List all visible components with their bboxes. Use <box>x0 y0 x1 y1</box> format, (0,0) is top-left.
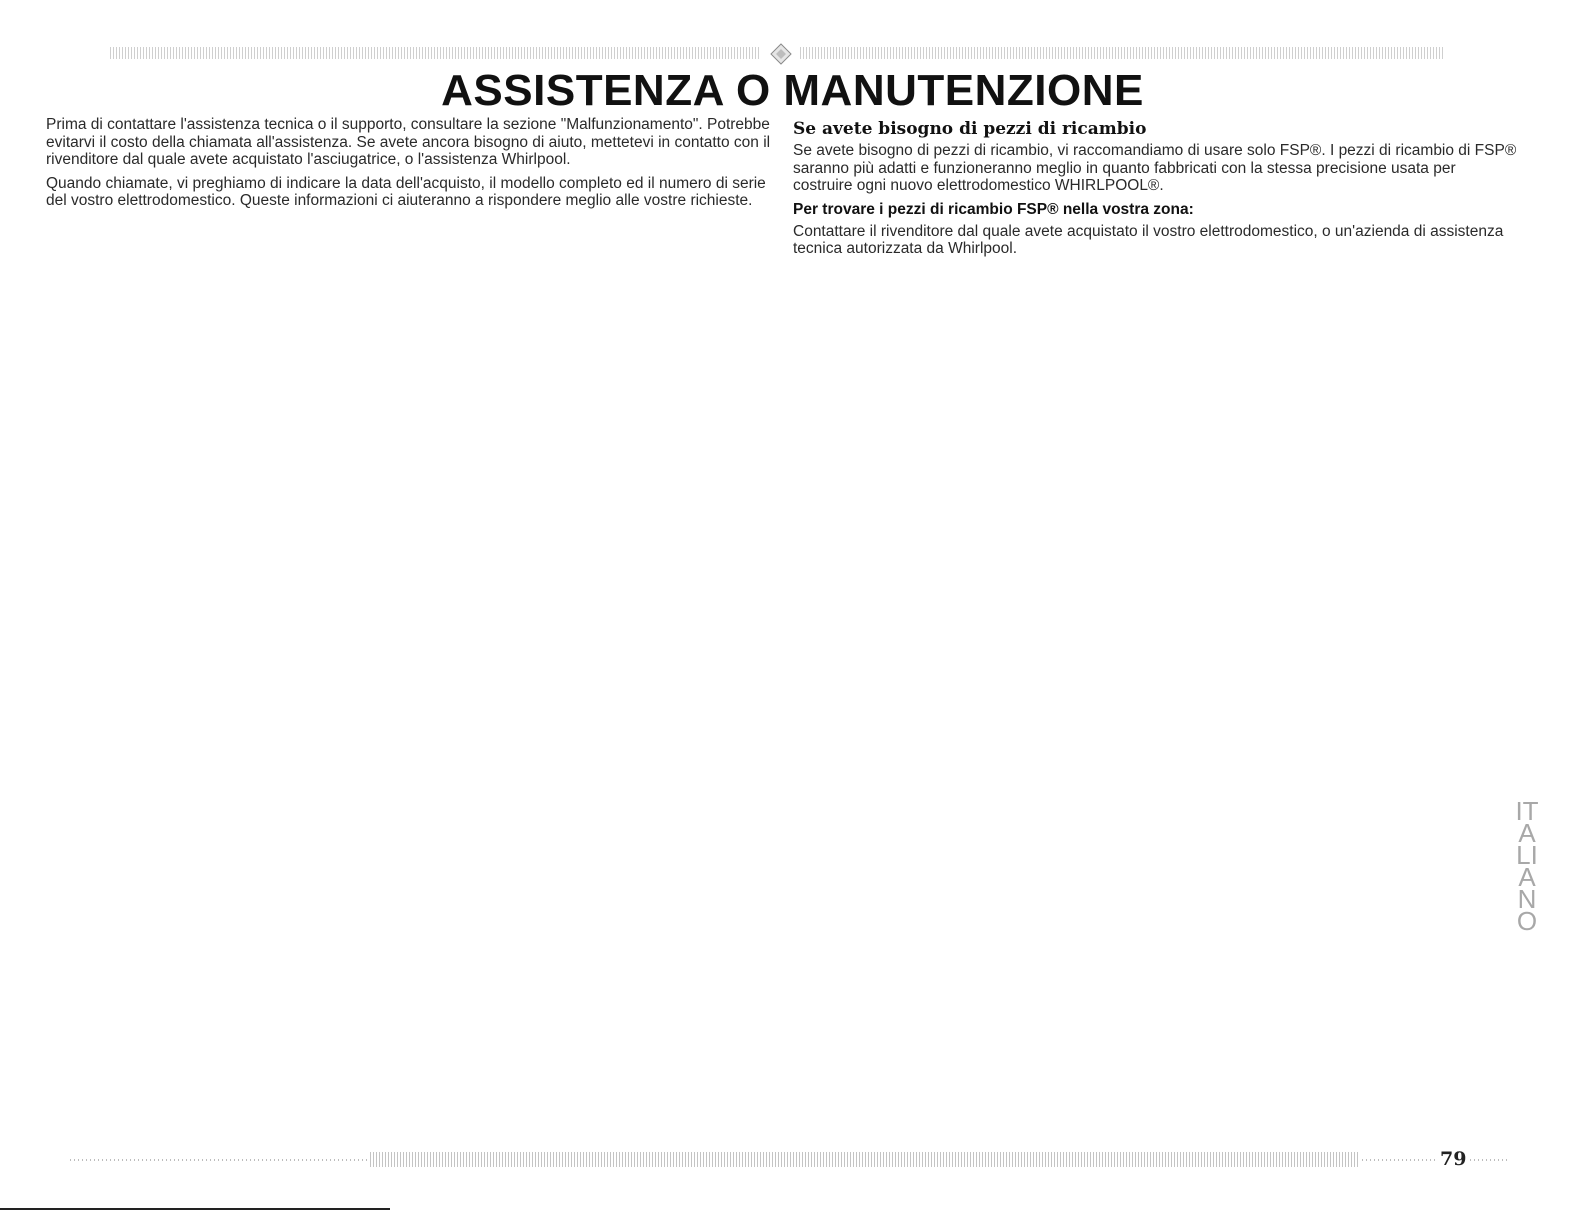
page-number: 79 <box>1436 1148 1470 1170</box>
left-column <box>46 116 771 216</box>
right-column <box>793 118 1518 264</box>
header-rule-right <box>800 47 1445 59</box>
spare-parts-heading: Se avete bisogno di pezzi di ricambio <box>793 119 1147 139</box>
bottom-edge-line <box>0 1208 390 1210</box>
intro-paragraph: Prima di contattare l'assistenza tecnica o il supporto, consultare la sezione "Malfunzionamento". Potrebbe evitarvi il costo della chiamata all'assistenza. Se avete ancora bisogno di aiuto, mettetevi in contatto con il rivenditore dal quale avete acquistato l'asciugatrice, o l'assistenza Whirlpool. <box>46 116 771 168</box>
find-parts-paragraph: Contattare il rivenditore dal quale avete acquistato il vostro elettrodomestico, o un'azienda di assistenza tecnica autorizzata da Whirlpool. <box>793 222 1504 257</box>
spare-parts-paragraph: Se avete bisogno di pezzi di ricambio, vi raccomandiamo di usare solo FSP®. I pezzi di ricambio di FSP® saranno più adatti e funzioneranno meglio in quanto fabbricati con la stessa precisione usata per costruire ogni nuovo elettrodomestico WHIRLPOOL®. <box>793 142 1517 194</box>
header-rule-left <box>110 47 760 59</box>
calling-info-paragraph: Quando chiamate, vi preghiamo di indicare la data dell'acquisto, il modello completo ed il numero di serie del vostro elettrodomestico. Queste informazioni ci aiuteranno a rispondere meglio alle vostre richieste. <box>46 174 766 209</box>
footer-rule <box>370 1152 1360 1167</box>
find-parts-subheading: Per trovare i pezzi di ricambio FSP® nella vostra zona: <box>793 200 1194 218</box>
diamond-ornament-icon <box>770 43 792 65</box>
page-title: ASSISTENZA O MANUTENZIONE <box>441 66 1144 115</box>
language-side-tab: ITALIANO <box>1515 796 1539 936</box>
